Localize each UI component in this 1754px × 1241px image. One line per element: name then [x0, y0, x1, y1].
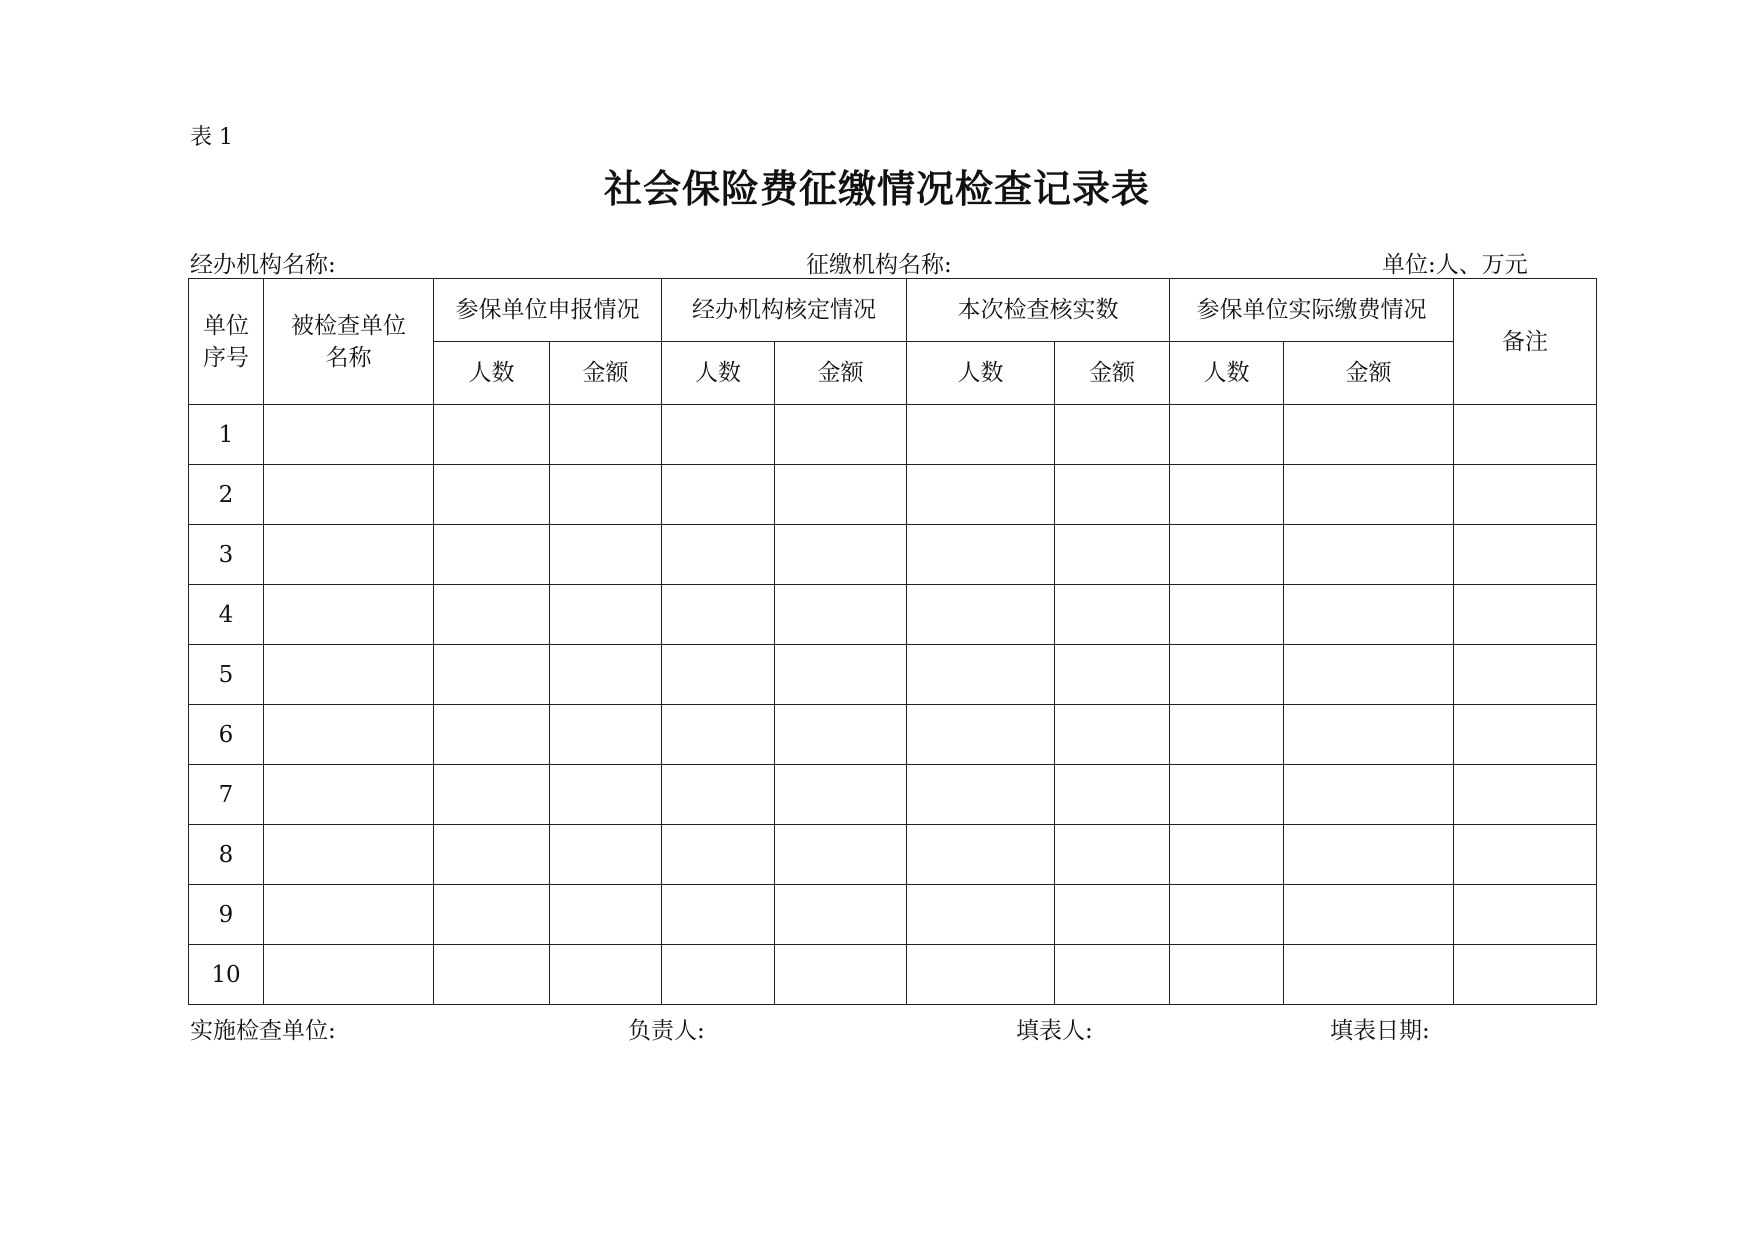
table-row [189, 765, 1597, 825]
empty-cell [1454, 645, 1597, 705]
empty-cell [907, 825, 1055, 885]
empty-cell [907, 945, 1055, 1005]
header-entity-line1: 被检查单位 [291, 312, 406, 339]
empty-cell [662, 945, 775, 1005]
row-serial-number: 6 [189, 705, 264, 765]
empty-cell [662, 405, 775, 465]
responsible-person-label: 负责人: [628, 1018, 705, 1044]
empty-cell [907, 585, 1055, 645]
empty-cell [434, 465, 550, 525]
header-group-inspection-verified: 本次检查核实数 [907, 279, 1170, 342]
header-group-declared: 参保单位申报情况 [434, 279, 662, 342]
empty-cell [662, 465, 775, 525]
subheader-amount: 金额 [1055, 342, 1170, 405]
empty-cell [434, 825, 550, 885]
empty-cell [434, 525, 550, 585]
empty-cell [550, 585, 662, 645]
empty-cell [1284, 465, 1454, 525]
empty-cell [907, 645, 1055, 705]
header-serial-line1: 单位 [203, 312, 249, 339]
empty-cell [1055, 885, 1170, 945]
empty-cell [264, 765, 434, 825]
header-remarks: 备注 [1454, 279, 1597, 405]
empty-cell [264, 405, 434, 465]
empty-cell [1055, 945, 1170, 1005]
header-group-actual-payment: 参保单位实际缴费情况 [1170, 279, 1454, 342]
filled-by-label: 填表人: [1016, 1018, 1093, 1044]
row-serial-number: 10 [189, 945, 264, 1005]
empty-cell [264, 885, 434, 945]
empty-cell [907, 465, 1055, 525]
empty-cell [434, 585, 550, 645]
empty-cell [1284, 885, 1454, 945]
empty-cell [1454, 585, 1597, 645]
empty-cell [1284, 585, 1454, 645]
empty-cell [1284, 945, 1454, 1005]
empty-cell [1170, 525, 1284, 585]
empty-cell [434, 945, 550, 1005]
empty-cell [907, 885, 1055, 945]
subheader-people: 人数 [434, 342, 550, 405]
empty-cell [662, 765, 775, 825]
empty-cell [434, 645, 550, 705]
empty-cell [662, 645, 775, 705]
empty-cell [550, 765, 662, 825]
empty-cell [1170, 825, 1284, 885]
agency-name-label: 经办机构名称: [190, 252, 336, 278]
empty-cell [550, 525, 662, 585]
empty-cell [1055, 765, 1170, 825]
empty-cell [264, 465, 434, 525]
empty-cell [1454, 465, 1597, 525]
table-row [189, 405, 1597, 465]
empty-cell [775, 705, 907, 765]
empty-cell [1055, 825, 1170, 885]
empty-cell [1170, 945, 1284, 1005]
table-body [189, 405, 1597, 1005]
empty-cell [1454, 825, 1597, 885]
empty-cell [775, 945, 907, 1005]
empty-cell [1284, 825, 1454, 885]
empty-cell [775, 465, 907, 525]
inspecting-unit-label: 实施检查单位: [190, 1018, 336, 1044]
empty-cell [907, 765, 1055, 825]
empty-cell [1170, 765, 1284, 825]
table-row [189, 885, 1597, 945]
empty-cell [775, 525, 907, 585]
empty-cell [1170, 465, 1284, 525]
empty-cell [264, 825, 434, 885]
table-row [189, 945, 1597, 1005]
empty-cell [1170, 885, 1284, 945]
subheader-people: 人数 [1170, 342, 1284, 405]
header-row-groups [189, 279, 1597, 342]
empty-cell [1284, 705, 1454, 765]
table-row [189, 705, 1597, 765]
subheader-amount: 金额 [1284, 342, 1454, 405]
empty-cell [264, 945, 434, 1005]
empty-cell [1170, 705, 1284, 765]
row-serial-number: 9 [189, 885, 264, 945]
empty-cell [264, 585, 434, 645]
empty-cell [1284, 765, 1454, 825]
empty-cell [907, 705, 1055, 765]
empty-cell [434, 405, 550, 465]
document-title: 社会保险费征缴情况检查记录表 [603, 166, 1150, 211]
empty-cell [264, 645, 434, 705]
empty-cell [907, 525, 1055, 585]
table-row [189, 525, 1597, 585]
subheader-people: 人数 [662, 342, 775, 405]
empty-cell [1170, 585, 1284, 645]
empty-cell [662, 705, 775, 765]
empty-cell [550, 885, 662, 945]
empty-cell [775, 645, 907, 705]
empty-cell [1284, 525, 1454, 585]
empty-cell [1454, 705, 1597, 765]
empty-cell [775, 765, 907, 825]
empty-cell [1055, 525, 1170, 585]
header-serial-line2: 序号 [203, 344, 249, 371]
row-serial-number: 4 [189, 585, 264, 645]
empty-cell [1055, 645, 1170, 705]
empty-cell [1454, 945, 1597, 1005]
row-serial-number: 3 [189, 525, 264, 585]
subheader-amount: 金额 [550, 342, 662, 405]
empty-cell [775, 405, 907, 465]
empty-cell [550, 945, 662, 1005]
empty-cell [264, 705, 434, 765]
empty-cell [1284, 645, 1454, 705]
empty-cell [1055, 465, 1170, 525]
header-entity-name [264, 279, 434, 405]
row-serial-number: 7 [189, 765, 264, 825]
empty-cell [775, 585, 907, 645]
row-serial-number: 5 [189, 645, 264, 705]
unit-label: 单位:人、万元 [1382, 252, 1528, 278]
table-number-label: 表 1 [190, 125, 233, 150]
header-group-agency-verified: 经办机构核定情况 [662, 279, 907, 342]
table-row [189, 465, 1597, 525]
empty-cell [1055, 705, 1170, 765]
inspection-record-table [188, 278, 1597, 1005]
fill-date-label: 填表日期: [1330, 1018, 1430, 1044]
empty-cell [264, 525, 434, 585]
empty-cell [434, 705, 550, 765]
empty-cell [1454, 765, 1597, 825]
empty-cell [1454, 885, 1597, 945]
collection-agency-label: 征缴机构名称: [806, 252, 952, 278]
empty-cell [775, 885, 907, 945]
empty-cell [1055, 585, 1170, 645]
empty-cell [662, 825, 775, 885]
empty-cell [550, 465, 662, 525]
row-serial-number: 1 [189, 405, 264, 465]
table-row [189, 585, 1597, 645]
empty-cell [1454, 405, 1597, 465]
empty-cell [1284, 405, 1454, 465]
row-serial-number: 8 [189, 825, 264, 885]
empty-cell [1170, 405, 1284, 465]
empty-cell [550, 405, 662, 465]
empty-cell [775, 825, 907, 885]
empty-cell [550, 705, 662, 765]
empty-cell [907, 405, 1055, 465]
row-serial-number: 2 [189, 465, 264, 525]
empty-cell [662, 525, 775, 585]
empty-cell [550, 825, 662, 885]
empty-cell [1170, 645, 1284, 705]
subheader-amount: 金额 [775, 342, 907, 405]
header-entity-line2: 名称 [325, 344, 372, 371]
empty-cell [550, 645, 662, 705]
header-serial-number [189, 279, 264, 405]
table-row [189, 825, 1597, 885]
subheader-people: 人数 [907, 342, 1055, 405]
empty-cell [434, 885, 550, 945]
empty-cell [662, 585, 775, 645]
empty-cell [1454, 525, 1597, 585]
empty-cell [662, 885, 775, 945]
empty-cell [1055, 405, 1170, 465]
empty-cell [434, 765, 550, 825]
table-row [189, 645, 1597, 705]
